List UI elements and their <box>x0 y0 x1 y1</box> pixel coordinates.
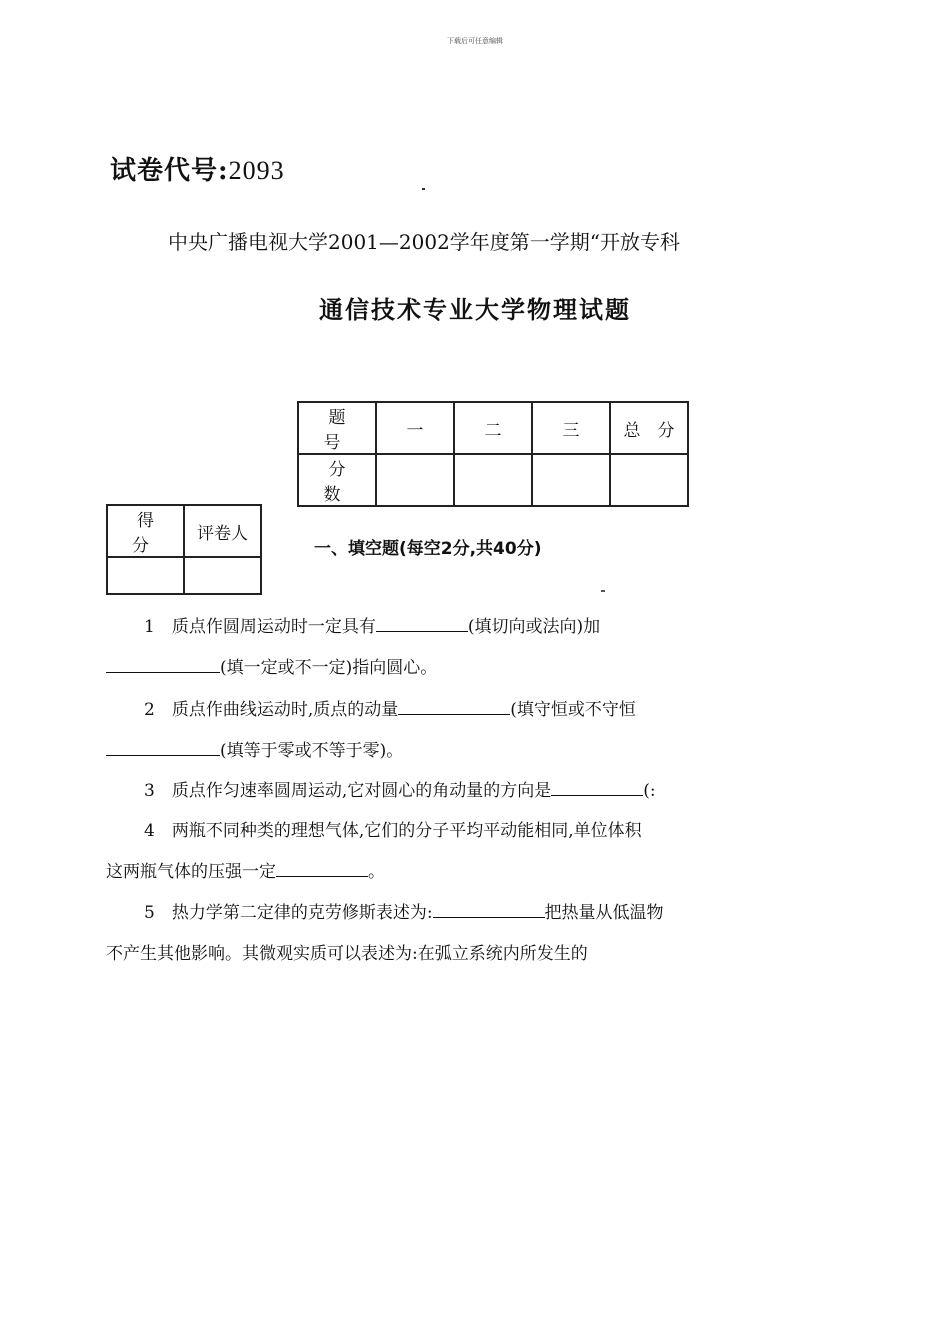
exam-code <box>110 150 285 187</box>
header-note: 下载后可任意编辑 <box>447 37 503 45</box>
question-text: 1 质点作圆周运动时一定具有 <box>144 617 376 637</box>
question-text: (填等于零或不等于零)。 <box>220 741 404 761</box>
score-entry-cell <box>532 454 610 506</box>
grader-entry-cell <box>107 557 184 594</box>
exam-code-number: 2093 <box>228 156 285 185</box>
question-text: 5 热力学第二定律的克劳修斯表述为: <box>144 903 433 923</box>
question-text: 这两瓶气体的压强一定 <box>106 862 276 882</box>
question-line <box>144 816 710 841</box>
score-entry-cell <box>454 454 532 506</box>
score-table-cell: 二 <box>454 402 532 454</box>
question-line <box>106 939 710 964</box>
question-text: 。 <box>368 862 385 882</box>
question-text: 3 质点作匀速率圆周运动,它对圆心的角动量的方向是 <box>144 781 552 801</box>
question-line <box>106 736 710 761</box>
answer-blank <box>376 617 468 632</box>
scan-speck <box>601 590 605 592</box>
question-line <box>144 898 710 923</box>
exam-title: 通信技术专业大学物理试题 <box>319 296 631 324</box>
question-text: 不产生其他影响。其微观实质可以表述为:在弧立系统内所发生的 <box>106 944 588 964</box>
question-text: 4 两瓶不同种类的理想气体,它们的分子平均平动能相同,单位体积 <box>144 821 642 841</box>
grader-table-header-row <box>107 505 261 557</box>
question-line <box>144 612 710 637</box>
score-entry-cell <box>610 454 688 506</box>
question-line <box>106 857 710 882</box>
score-table-cell: 题 号 <box>298 402 376 454</box>
score-entry-cell <box>376 454 454 506</box>
question-line <box>106 653 710 678</box>
answer-blank <box>551 781 643 796</box>
question-text: (填切向或法向)加 <box>467 617 601 637</box>
question-text: 把热量从低温物 <box>544 903 664 923</box>
grader-table-cell: 评卷人 <box>184 505 261 557</box>
grader-table <box>106 504 262 595</box>
grader-table-entry-row <box>107 557 261 594</box>
question-text: (填守恒或不守恒 <box>510 700 636 720</box>
grader-table-cell: 得 分 <box>107 505 184 557</box>
score-table-cell: 三 <box>532 402 610 454</box>
section-title: 一、填空题(每空2分,共40分) <box>314 539 542 559</box>
grader-entry-cell <box>184 557 261 594</box>
score-table-score-row <box>298 454 688 506</box>
score-table-cell: 总 分 <box>610 402 688 454</box>
score-table-header-row <box>298 402 688 454</box>
answer-blank <box>106 658 220 673</box>
exam-code-label: 试卷代号: <box>110 156 229 186</box>
university-line: 中央广播电视大学2001—2002学年度第一学期“开放专科 <box>168 230 681 254</box>
question-line <box>144 776 710 801</box>
question-text: (填一定或不一定)指向圆心。 <box>220 658 438 678</box>
score-table-cell: 分 数 <box>298 454 376 506</box>
scan-speck <box>422 188 425 190</box>
score-table <box>297 401 689 507</box>
answer-blank <box>433 903 545 918</box>
question-text: 2 质点作曲线运动时,质点的动量 <box>144 700 399 720</box>
answer-blank <box>398 700 510 715</box>
answer-blank <box>276 862 368 877</box>
score-table-cell: 一 <box>376 402 454 454</box>
question-text: (: <box>643 781 656 801</box>
answer-blank <box>106 741 220 756</box>
question-line <box>144 695 710 720</box>
